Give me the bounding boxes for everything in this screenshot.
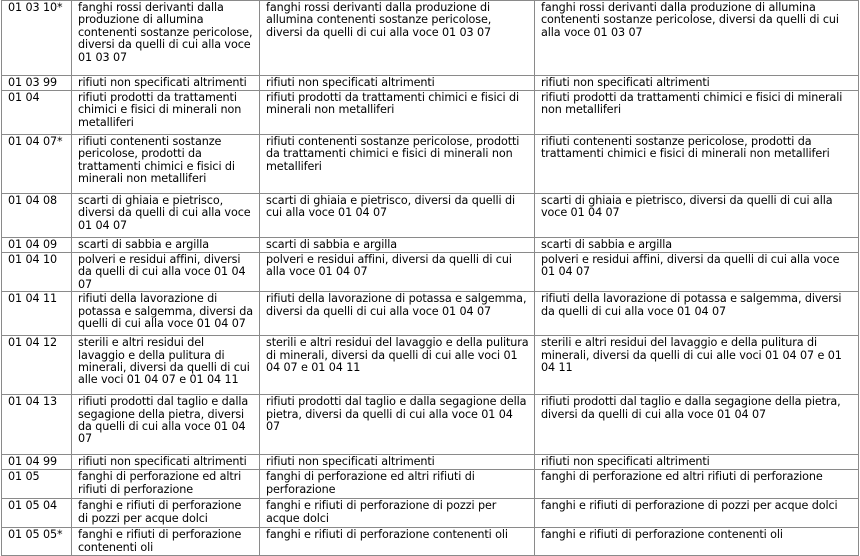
- table-row: [2, 135, 859, 194]
- table-row: [2, 455, 859, 470]
- waste-code-cell: 01 04 10: [2, 253, 72, 292]
- description-cell: scarti di sabbia e argilla: [72, 238, 260, 253]
- description-cell: fanghi di perforazione ed altri rifiuti di perforazione: [72, 470, 260, 499]
- table-row: [2, 238, 859, 253]
- description-cell: rifiuti prodotti dal taglio e dalla segagione della pietra, diversi da quelli di cui alla voce 01 04 07: [535, 395, 859, 455]
- table-row: [2, 292, 859, 336]
- description-cell: rifiuti non specificati altrimenti: [535, 455, 859, 470]
- description-cell: fanghi e rifiuti di perforazione di pozzi per acque dolci: [535, 499, 859, 528]
- description-cell: sterili e altri residui del lavaggio e della pulitura di minerali, diversi da quelli di cui alle voci 01 04 07 e 01 04 11: [535, 336, 859, 395]
- description-cell: polveri e residui affini, diversi da quelli di cui alla voce 01 04 07: [72, 253, 260, 292]
- description-cell: scarti di ghiaia e pietrisco, diversi da quelli di cui alla voce 01 04 07: [535, 194, 859, 238]
- description-cell: rifiuti non specificati altrimenti: [72, 76, 260, 91]
- description-cell: polveri e residui affini, diversi da quelli di cui alla voce 01 04 07: [260, 253, 535, 292]
- table-row: [2, 336, 859, 395]
- document-page: [1, 0, 858, 556]
- description-cell: rifiuti della lavorazione di potassa e salgemma, diversi da quelli di cui alla voce 01 04 07: [72, 292, 260, 336]
- table-row: [2, 1, 859, 76]
- waste-code-cell: 01 04 11: [2, 292, 72, 336]
- description-cell: rifiuti prodotti dal taglio e dalla segagione della pietra, diversi da quelli di cui alla voce 01 04 07: [260, 395, 535, 455]
- description-cell: fanghi di perforazione ed altri rifiuti di perforazione: [535, 470, 859, 499]
- description-cell: fanghi e rifiuti di perforazione contenenti oli: [535, 528, 859, 556]
- description-cell: fanghi di perforazione ed altri rifiuti di perforazione: [260, 470, 535, 499]
- waste-code-cell: 01 04 13: [2, 395, 72, 455]
- waste-code-cell: 01 03 10*: [2, 1, 72, 76]
- description-cell: scarti di ghiaia e pietrisco, diversi da quelli di cui alla voce 01 04 07: [72, 194, 260, 238]
- table-row: [2, 253, 859, 292]
- description-cell: rifiuti della lavorazione di potassa e salgemma, diversi da quelli di cui alla voce 01 04 07: [535, 292, 859, 336]
- description-cell: rifiuti contenenti sostanze pericolose, prodotti da trattamenti chimici e fisici di minerali non metalliferi: [535, 135, 859, 194]
- description-cell: fanghi e rifiuti di perforazione contenenti oli: [260, 528, 535, 556]
- description-cell: rifiuti non specificati altrimenti: [260, 76, 535, 91]
- description-cell: rifiuti prodotti da trattamenti chimici e fisici di minerali non metalliferi: [72, 91, 260, 135]
- description-cell: sterili e altri residui del lavaggio e della pulitura di minerali, diversi da quelli di cui alle voci 01 04 07 e 01 04 11: [72, 336, 260, 395]
- description-cell: scarti di sabbia e argilla: [535, 238, 859, 253]
- table-row: [2, 91, 859, 135]
- description-cell: scarti di sabbia e argilla: [260, 238, 535, 253]
- description-cell: rifiuti non specificati altrimenti: [260, 455, 535, 470]
- description-cell: fanghi e rifiuti di perforazione di pozzi per acque dolci: [72, 499, 260, 528]
- waste-code-cell: 01 05 04: [2, 499, 72, 528]
- description-cell: fanghi rossi derivanti dalla produzione di allumina contenenti sostanze pericolose, diversi da quelli di cui alla voce 01 03 07: [72, 1, 260, 76]
- description-cell: rifiuti contenenti sostanze pericolose, prodotti da trattamenti chimici e fisici di minerali non metalliferi: [260, 135, 535, 194]
- waste-code-cell: 01 05: [2, 470, 72, 499]
- table-row: [2, 499, 859, 528]
- waste-code-cell: 01 04 09: [2, 238, 72, 253]
- waste-code-cell: 01 03 99: [2, 76, 72, 91]
- waste-code-cell: 01 05 05*: [2, 528, 72, 556]
- description-cell: sterili e altri residui del lavaggio e della pulitura di minerali, diversi da quelli di cui alle voci 01 04 07 e 01 04 11: [260, 336, 535, 395]
- table-row: [2, 395, 859, 455]
- waste-code-cell: 01 04 08: [2, 194, 72, 238]
- description-cell: rifiuti non specificati altrimenti: [72, 455, 260, 470]
- description-cell: rifiuti prodotti dal taglio e dalla segagione della pietra, diversi da quelli di cui alla voce 01 04 07: [72, 395, 260, 455]
- table-row: [2, 470, 859, 499]
- description-cell: rifiuti della lavorazione di potassa e salgemma, diversi da quelli di cui alla voce 01 04 07: [260, 292, 535, 336]
- description-cell: polveri e residui affini, diversi da quelli di cui alla voce 01 04 07: [535, 253, 859, 292]
- description-cell: fanghi rossi derivanti dalla produzione di allumina contenenti sostanze pericolose, diversi da quelli di cui alla voce 01 03 07: [535, 1, 859, 76]
- waste-code-cell: 01 04 99: [2, 455, 72, 470]
- description-cell: rifiuti non specificati altrimenti: [535, 76, 859, 91]
- description-cell: rifiuti prodotti da trattamenti chimici e fisici di minerali non metalliferi: [260, 91, 535, 135]
- table-row: [2, 194, 859, 238]
- waste-code-table: [1, 0, 859, 556]
- table-row: [2, 76, 859, 91]
- description-cell: scarti di ghiaia e pietrisco, diversi da quelli di cui alla voce 01 04 07: [260, 194, 535, 238]
- waste-code-cell: 01 04 12: [2, 336, 72, 395]
- waste-code-cell: 01 04: [2, 91, 72, 135]
- description-cell: rifiuti prodotti da trattamenti chimici e fisici di minerali non metalliferi: [535, 91, 859, 135]
- description-cell: fanghi e rifiuti di perforazione contenenti oli: [72, 528, 260, 556]
- waste-code-cell: 01 04 07*: [2, 135, 72, 194]
- description-cell: fanghi e rifiuti di perforazione di pozzi per acque dolci: [260, 499, 535, 528]
- description-cell: fanghi rossi derivanti dalla produzione di allumina contenenti sostanze pericolose, diversi da quelli di cui alla voce 01 03 07: [260, 1, 535, 76]
- description-cell: rifiuti contenenti sostanze pericolose, prodotti da trattamenti chimici e fisici di minerali non metalliferi: [72, 135, 260, 194]
